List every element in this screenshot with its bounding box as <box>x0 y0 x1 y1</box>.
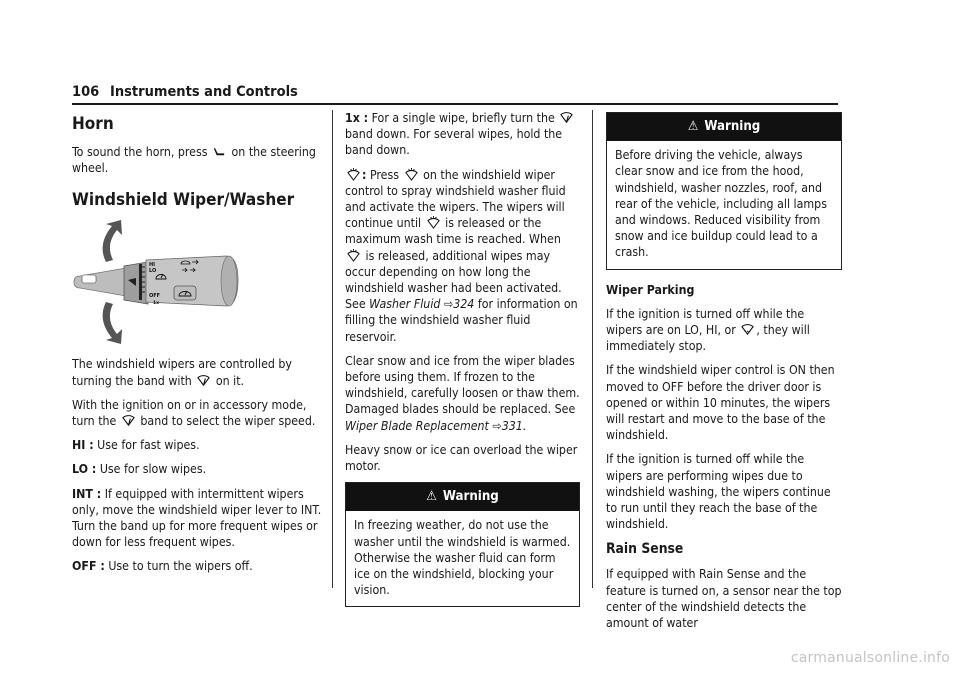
warning-icon: ⚠ <box>426 489 437 505</box>
page-header <box>72 84 838 104</box>
column-right <box>606 110 842 639</box>
watermark: carmanualsonline.info <box>790 650 950 666</box>
washer-icon <box>347 168 360 181</box>
intermittent-wiper-icon <box>741 323 754 336</box>
wiper-band-paragraph: The windshield wipers are controlled by turning the band with on it. <box>72 357 292 388</box>
svg-text:1x: 1x <box>153 301 160 307</box>
horn-paragraph: To sound the horn, press on the steering wheel. <box>72 145 316 176</box>
warning-box <box>345 482 580 607</box>
wiper-lever-illustration <box>66 220 310 344</box>
page-ref-arrow-icon: ⇨ <box>443 297 454 312</box>
column-left <box>72 110 322 583</box>
wiper-blade-page[interactable]: 331. <box>501 418 527 433</box>
hi-item: HI : Use for fast wipes. <box>72 438 200 453</box>
section-title: Instruments and Controls <box>110 84 298 100</box>
single-wipe-item: 1x : For a single wipe, briefly turn the band down. For several wipes, hold the band down. <box>345 110 580 159</box>
horn-heading: Horn <box>72 114 114 134</box>
ignition-off-paragraph: If the ignition is turned off while the wipers are performing wipes due to windshield washing, the wipers continue to run until they reach the base of the windshield. <box>606 452 831 532</box>
column-middle <box>345 110 580 619</box>
clear-snow-paragraph: Clear snow and ice from the wiper blades before using them. If frozen to the windshield, carefully loosen or thaw them. Damaged blades should be replaced. See Wiper Blade Replacement ⇨331. <box>345 353 580 433</box>
svg-text:HI: HI <box>149 262 156 269</box>
off-item: OFF : Use to turn the wipers off. <box>72 559 253 574</box>
rotate-down-arrow-icon <box>103 302 122 344</box>
header-rule <box>72 103 838 105</box>
ignition-paragraph: With the ignition on or in accessory mode, turn the band to select the wiper speed. <box>72 397 316 429</box>
column-divider <box>592 110 593 588</box>
svg-text:OFF: OFF <box>149 293 161 300</box>
wiper-parking-paragraph: If the ignition is turned off while the wipers are on LO, HI, or , they will immediately stop. <box>606 306 810 354</box>
page-ref-arrow-icon: ⇨ <box>492 418 502 433</box>
wiper-icon <box>122 414 135 427</box>
heavy-snow-paragraph: Heavy snow or ice can overload the wiper motor. <box>345 442 578 474</box>
warning-text: In freezing weather, do not use the washer until the windshield is warmed. Otherwise the washer fluid can form ice on the windshield, blocking your vision. <box>354 518 571 598</box>
warning-box <box>606 112 842 270</box>
rotate-up-arrow-icon <box>103 220 122 262</box>
warning-icon: ⚠ <box>687 119 699 134</box>
horn-icon <box>213 145 226 158</box>
svg-text:LO: LO <box>149 268 157 275</box>
int-item: INT : If equipped with intermittent wipers only, move the windshield wiper lever to INT. Turn the band up for more frequent wipes or down for less frequent wipes. <box>72 486 322 550</box>
control-off-paragraph: If the windshield wiper control is ON then moved to OFF before the driver door is opened or within 10 minutes, the wipers will restart and move to the base of the windshield. <box>606 363 835 443</box>
wiper-heading: Windshield Wiper/Washer <box>72 190 295 211</box>
warning-header: ⚠ Warning <box>607 113 841 141</box>
washer-fluid-page[interactable]: 324 <box>453 297 475 312</box>
wiper-icon <box>560 111 573 124</box>
washer-item: : Press on the windshield wiper control to spray windshield washer fluid and activate the wipers. The wipers will continue until is released or the maximum wash time is reached. When is released, additional wipes may occur depending on how long the windshield washer had been activated. See Washer Fluid ⇨324 for information on filling the windshield washer fluid reservoir. <box>345 167 578 344</box>
washer-icon <box>427 216 440 229</box>
page-number: 106 <box>72 84 100 100</box>
washer-icon <box>405 168 418 181</box>
column-divider <box>332 110 333 588</box>
wiper-icon <box>197 374 210 387</box>
rain-sense-paragraph: If equipped with Rain Sense and the feature is turned on, a sensor near the top center of the windshield detects the amount of water <box>606 567 842 631</box>
warning-header: ⚠ Warning <box>346 483 579 511</box>
lo-item: LO : Use for slow wipes. <box>72 462 207 477</box>
wiper-parking-heading: Wiper Parking <box>606 282 695 297</box>
washer-icon <box>347 249 360 262</box>
washer-fluid-link[interactable]: Washer Fluid <box>369 297 441 312</box>
rain-sense-heading: Rain Sense <box>606 541 684 558</box>
warning-text: Before driving the vehicle, always clear snow and ice from the hood, windshield, washer nozzles, roof, and rear of the vehicle, including all lamps and windows. Reduced visibility from snow and ice buildup could lead to a crash. <box>615 148 827 260</box>
wiper-blade-link[interactable]: Wiper Blade Replacement <box>345 418 489 433</box>
